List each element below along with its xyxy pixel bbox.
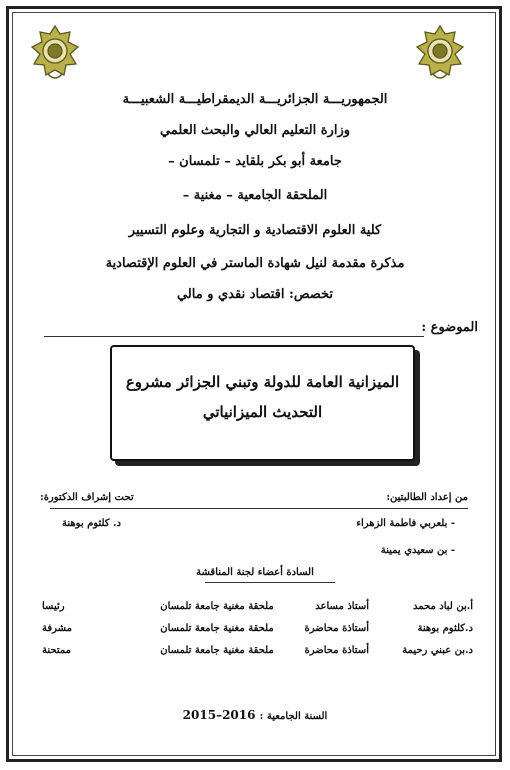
annex-title: الملحقة الجامعية – مغنية – [182, 188, 328, 203]
university-emblem-right-icon [415, 24, 465, 82]
committee-table [40, 595, 475, 661]
member-institution: ملحقة مغنية جامعة تلمسان [160, 644, 274, 656]
member-role: رئيسا [42, 600, 65, 612]
member-role: ممتحنة [42, 644, 71, 656]
committee-heading: السادة أعضاء لجنة المناقشة [196, 567, 314, 578]
subject-divider [44, 336, 424, 337]
faculty-title: كلية العلوم الاقتصادية و التجارية وعلوم التسيير [128, 223, 382, 238]
subject-line-2: التحديث الميزانياتي [202, 403, 323, 421]
student-name-2: - بن سعيدي يمينة [380, 545, 455, 556]
academic-year-value: 2015–2016 [182, 708, 256, 722]
member-name: د.بن عبني رحيمة [402, 644, 473, 656]
thesis-description: مذكرة مقدمة لنيل شهادة الماستر في العلوم الإقتصادية [105, 256, 405, 271]
supervisor-name: د. كلثوم بوهنة [62, 518, 121, 529]
university-emblem-left-icon [30, 24, 80, 82]
specialty-line: تخصص: اقتصاد نقدي و مالي [176, 287, 334, 302]
university-title: جامعة أبو بكر بلقايد – تلمسان – [168, 154, 342, 169]
subject-line-1: الميزانية العامة للدولة وتبني الجزائر مشروع [125, 373, 400, 391]
ministry-title: وزارة التعليم العالي والبحث العلمي [159, 123, 351, 138]
member-rank: أستاذ مساعد [315, 600, 369, 612]
member-rank: أستاذة محاضرة [304, 644, 369, 656]
member-name: أ.بن لباد محمد [412, 600, 473, 612]
member-name: د.كلثوم بوهنة [417, 622, 473, 634]
students-heading: من إعداد الطالبتين: [386, 492, 468, 503]
member-institution: ملحقة مغنية جامعة تلمسان [160, 600, 274, 612]
table-row [40, 639, 475, 661]
committee-heading-underline [205, 582, 335, 583]
republic-title: الجمهوريـــة الجزائريـــة الديمقراطيـــة الشعبيـــة [122, 92, 388, 107]
table-row [40, 617, 475, 639]
academic-year [0, 708, 510, 722]
member-institution: ملحقة مغنية جامعة تلمسان [160, 622, 274, 634]
student-name-1: - بلعربي فاطمة الزهراء [356, 518, 455, 529]
students-divider [50, 508, 468, 509]
table-row [40, 595, 475, 617]
subject-label: الموضوع : [421, 320, 478, 335]
member-role: مشرفة [42, 622, 72, 634]
subject-box [110, 345, 415, 461]
member-rank: أستاذة محاضرة [304, 622, 369, 634]
supervisor-heading: تحت إشراف الدكتورة: [40, 492, 134, 503]
academic-year-label: السنة الجامعية : [259, 711, 328, 722]
